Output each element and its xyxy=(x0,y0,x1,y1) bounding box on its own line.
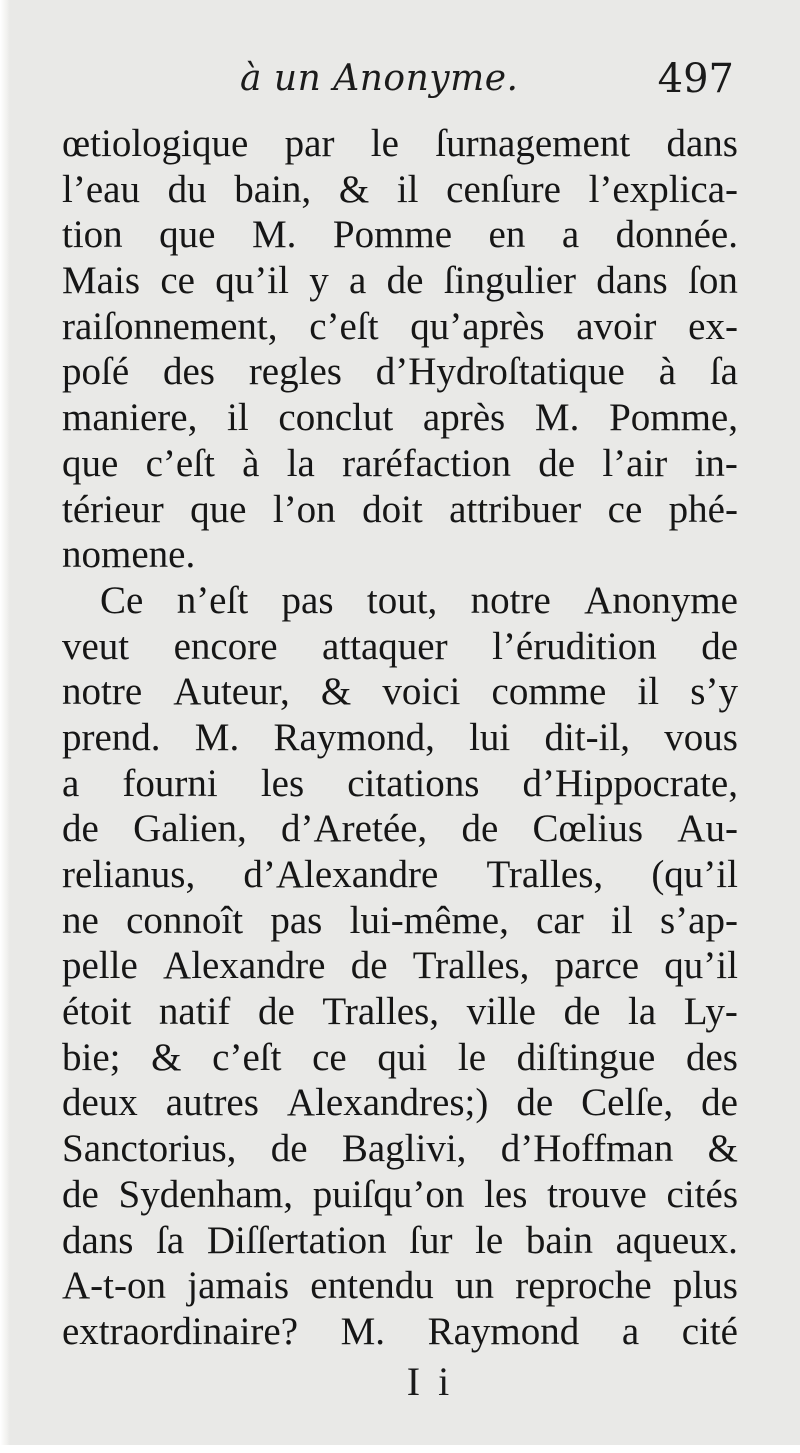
word: dans xyxy=(596,259,668,303)
word: l’air xyxy=(602,441,668,485)
text-line xyxy=(62,578,738,624)
word: des xyxy=(162,350,215,394)
word: de xyxy=(270,1127,308,1171)
word: veut xyxy=(62,624,130,668)
word: bain xyxy=(525,1218,593,1262)
word: ſur xyxy=(409,1218,453,1262)
word: donnée. xyxy=(615,213,738,257)
word: de xyxy=(701,624,738,668)
text-line xyxy=(62,212,738,258)
text-line xyxy=(62,624,738,670)
word: Raymond, xyxy=(273,715,435,759)
word: poſé xyxy=(62,350,130,394)
page-left-edge xyxy=(0,0,10,1453)
word: a xyxy=(561,213,580,257)
word: d’Alexandre xyxy=(243,853,439,896)
word: prend. xyxy=(62,715,161,759)
word: il xyxy=(637,670,660,714)
word: y xyxy=(309,259,329,303)
text-line xyxy=(62,806,738,852)
word: les xyxy=(260,761,305,805)
word: Tralles, xyxy=(412,944,530,988)
word: tout, xyxy=(366,578,438,622)
word: il xyxy=(396,167,419,211)
word: ce xyxy=(160,259,195,303)
word: il xyxy=(611,898,633,942)
word: M. xyxy=(251,213,297,257)
word: le xyxy=(475,1218,504,1262)
word: Alexandres;) xyxy=(286,1081,489,1125)
word: qui xyxy=(377,1035,428,1079)
word: pelle xyxy=(62,944,138,988)
text-line xyxy=(62,898,738,944)
text-line xyxy=(62,1172,738,1218)
text-line xyxy=(62,258,738,304)
word: ſingulier xyxy=(443,259,576,303)
word: M. xyxy=(534,396,580,440)
text-line xyxy=(62,441,738,487)
word: ſa xyxy=(156,1218,185,1262)
word: c’eſt xyxy=(212,1035,282,1079)
word: cenſure xyxy=(446,167,561,211)
text-line xyxy=(62,1035,738,1081)
word: attribuer xyxy=(449,487,582,531)
word: cités xyxy=(666,1172,738,1216)
word: bain, xyxy=(234,167,312,211)
page-bottom-edge xyxy=(0,1445,800,1453)
word: Pomme xyxy=(332,213,453,257)
word: après xyxy=(422,396,506,440)
word: pas xyxy=(281,578,334,622)
word: ſa xyxy=(709,350,738,394)
word: raiſonnement, xyxy=(62,304,278,348)
word: relianus, xyxy=(62,853,196,896)
text-line xyxy=(62,943,738,989)
word: de xyxy=(386,259,424,303)
word: de xyxy=(62,1172,99,1216)
word: du xyxy=(167,167,207,211)
word: de xyxy=(350,944,388,988)
word: M. xyxy=(340,1309,386,1353)
word: raréfaction xyxy=(342,441,511,485)
text-line xyxy=(62,1080,738,1126)
word: conclut xyxy=(278,396,394,440)
word: que xyxy=(190,487,247,531)
word: il xyxy=(227,396,249,440)
word: pas xyxy=(270,898,323,942)
word: citations xyxy=(347,761,480,805)
word: Mais xyxy=(62,259,140,303)
word: de xyxy=(516,1081,554,1125)
word: cité xyxy=(681,1309,738,1353)
word: M. xyxy=(194,715,240,759)
text-line xyxy=(62,487,738,533)
word: in- xyxy=(694,441,738,485)
word: ce xyxy=(312,1035,347,1079)
word: c’eſt xyxy=(309,304,379,348)
word: Sanctorius, xyxy=(62,1127,237,1171)
word: deux xyxy=(62,1081,138,1125)
word: des xyxy=(685,1035,738,1079)
word: Pomme, xyxy=(609,396,738,440)
word: attaquer xyxy=(322,624,448,668)
word: reproche xyxy=(515,1264,652,1308)
word: les xyxy=(484,1172,528,1216)
word: regles xyxy=(248,350,342,394)
word: comme xyxy=(491,670,607,714)
word: l’eau xyxy=(62,167,140,211)
word: en xyxy=(488,213,526,257)
word: l’érudition xyxy=(492,624,657,668)
word: d’Hippocrate, xyxy=(522,761,738,805)
word: voici xyxy=(382,670,461,714)
word: notre xyxy=(470,578,551,622)
word: lui-même, xyxy=(349,898,509,942)
word: térieur xyxy=(62,487,164,531)
word: étoit xyxy=(62,990,132,1034)
word: entendu xyxy=(310,1264,434,1308)
word: Tralles, xyxy=(322,990,440,1034)
text-line xyxy=(62,167,738,213)
word: trouve xyxy=(547,1172,647,1216)
word: Celſe, xyxy=(581,1081,674,1125)
word: de xyxy=(563,990,601,1034)
word: de xyxy=(461,807,499,851)
word: phé- xyxy=(668,487,738,531)
page-number: 497 xyxy=(657,56,734,102)
word: ex- xyxy=(688,304,738,348)
word: a xyxy=(621,1309,640,1353)
word: natif xyxy=(158,990,231,1034)
word: l’on xyxy=(272,487,336,531)
word: bie; xyxy=(62,1035,121,1079)
word: Anonyme xyxy=(584,578,738,622)
word: de xyxy=(257,990,295,1034)
word: Auteur, xyxy=(173,670,290,714)
word: que xyxy=(159,213,216,257)
word: Ly- xyxy=(683,990,738,1034)
word: qu’il xyxy=(215,259,289,303)
text-line xyxy=(62,1263,738,1309)
word: & xyxy=(151,1035,182,1079)
text-line xyxy=(62,715,738,761)
word: autres xyxy=(165,1081,259,1125)
body-text xyxy=(62,121,738,1355)
word: Galien, xyxy=(133,807,247,851)
word: tion xyxy=(62,213,123,257)
word: le xyxy=(370,122,399,165)
text-line xyxy=(62,395,738,441)
text-line xyxy=(62,1218,738,1264)
word: maniere, xyxy=(62,396,198,440)
word: Sydenham, xyxy=(118,1172,293,1216)
signature-mark: I i xyxy=(406,1359,454,1404)
word: & xyxy=(707,1127,738,1171)
word: l’explica- xyxy=(588,167,738,211)
word: Alexandre xyxy=(163,944,326,988)
word: extraordinaire? xyxy=(62,1309,299,1353)
running-head: à un Anonyme. xyxy=(240,58,519,99)
word: avoir xyxy=(576,304,657,348)
word: qu’il xyxy=(664,944,738,988)
text-line xyxy=(62,532,738,578)
word: dans xyxy=(666,122,738,165)
word: Ce xyxy=(100,578,144,622)
word: jamais xyxy=(187,1264,290,1308)
word: n’eſt xyxy=(176,578,249,622)
word: la xyxy=(627,990,657,1034)
word: par xyxy=(284,122,335,165)
word: de xyxy=(538,441,576,485)
word: que xyxy=(62,441,119,485)
word: Baglivi, xyxy=(341,1127,467,1171)
word: dit-il, xyxy=(544,715,631,759)
word: aqueux. xyxy=(615,1218,738,1262)
word: s’y xyxy=(690,670,738,714)
word: connoît xyxy=(126,898,244,942)
text-line xyxy=(62,121,738,167)
word: ne xyxy=(62,898,99,942)
word: & xyxy=(320,670,352,714)
text-line xyxy=(62,349,738,395)
word: un xyxy=(455,1264,495,1308)
word: s’ap- xyxy=(659,898,738,942)
word: Cœlius xyxy=(532,807,644,851)
word: parce xyxy=(554,944,640,988)
text-line xyxy=(62,304,738,350)
word: à xyxy=(658,350,677,394)
word: d’Aretée, xyxy=(281,807,428,851)
word: d’Hydroſtatique xyxy=(375,350,625,394)
word: vous xyxy=(664,715,738,759)
word: fourni xyxy=(122,761,218,805)
word: Au- xyxy=(677,807,738,851)
word: Diſſertation xyxy=(206,1218,387,1262)
word: œtiologique xyxy=(62,122,249,165)
word: ce xyxy=(607,487,643,531)
text-line xyxy=(62,761,738,807)
word: de xyxy=(701,1081,738,1125)
word: ſon xyxy=(688,259,738,303)
word: doit xyxy=(362,487,423,531)
text-line xyxy=(62,669,738,715)
word: A-t-on xyxy=(62,1264,166,1308)
word: a xyxy=(349,259,367,303)
word: dans xyxy=(62,1218,134,1262)
page-header xyxy=(0,52,800,112)
word: & xyxy=(338,167,370,211)
text-line xyxy=(62,989,738,1035)
word: nomene. xyxy=(62,533,196,577)
text-line xyxy=(62,1309,738,1355)
word: encore xyxy=(173,624,278,668)
word: Raymond xyxy=(427,1309,580,1353)
word: Tralles, xyxy=(486,853,604,896)
word: à xyxy=(242,441,260,485)
word: qu’après xyxy=(410,304,545,348)
word: notre xyxy=(62,670,143,714)
word: le xyxy=(457,1035,487,1079)
word: la xyxy=(286,441,315,485)
text-line xyxy=(62,852,738,898)
word: de xyxy=(62,807,99,851)
word: puiſqu’on xyxy=(312,1172,465,1216)
word: ville xyxy=(466,990,536,1034)
word: d’Hoffman xyxy=(500,1127,674,1171)
word: plus xyxy=(672,1264,738,1308)
word: diſtingue xyxy=(516,1035,656,1079)
word: a xyxy=(62,761,80,805)
word: (qu’il xyxy=(651,853,738,896)
word: lui xyxy=(469,715,511,759)
word: car xyxy=(536,898,584,942)
text-line xyxy=(62,1126,738,1172)
word: c’eſt xyxy=(145,441,215,485)
word: ſurnagement xyxy=(435,122,631,165)
